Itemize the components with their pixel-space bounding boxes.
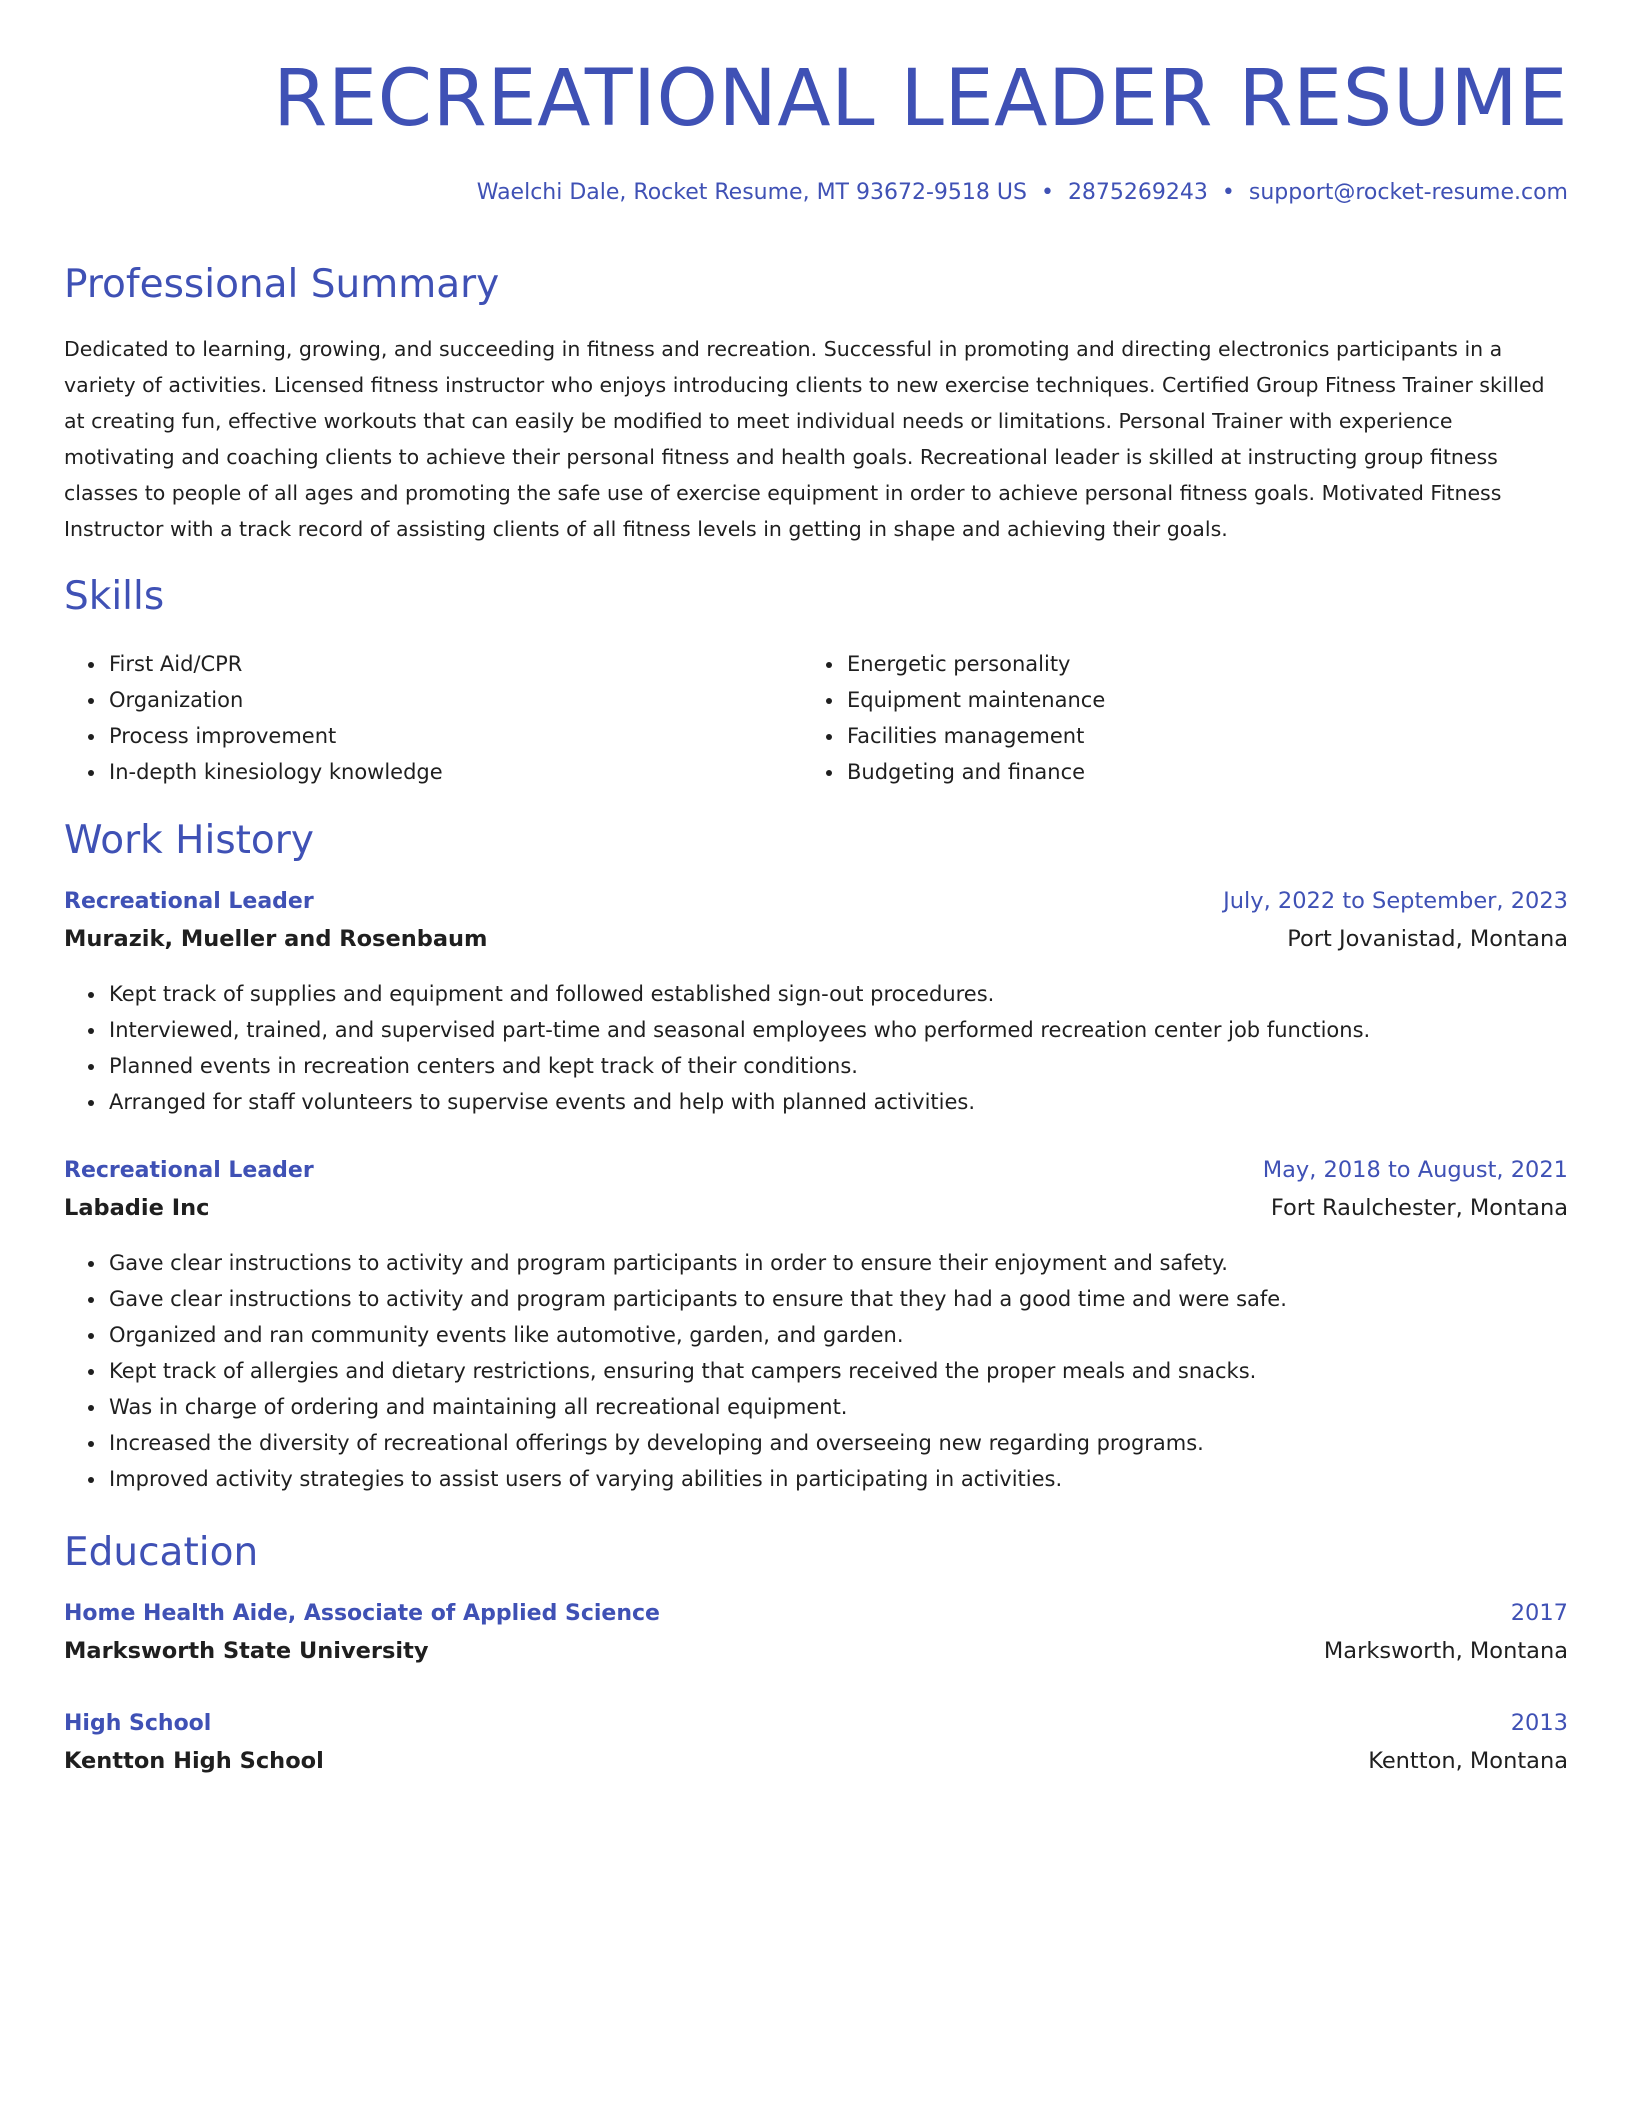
contact-phone: 2875269243 <box>1067 180 1208 205</box>
skills-column-right <box>802 646 1540 790</box>
education-school: Marksworth State University <box>64 1638 429 1664</box>
job-bullet: • Kept track of supplies and equipment and followed established sign-out procedures. <box>107 976 1568 1012</box>
section-heading-work-history: Work History <box>64 818 314 863</box>
job-bullet: • Gave clear instructions to activity and program participants to ensure that they had a good time and were safe. <box>107 1281 1568 1317</box>
skills-list <box>64 646 1568 790</box>
education-location: Marksworth, Montana <box>1323 1638 1568 1664</box>
summary-text: Dedicated to learning, growing, and succeeding in fitness and recreation. Successful in promoting and directing electronics participants in a variety of activities. Licensed fitness instructor who enjoys introducing clients to new exercise techniques. Certified Group Fitness Trainer skilled at creating fun, effective workouts that can easily be modified to meet individual needs or limitations. Personal Trainer with experience motivating and coaching clients to achieve their personal fitness and health goals. Recreational leader is skilled at instructing group fitness classes to people of all ages and promoting the safe use of exercise equipment in order to achieve personal fitness goals. Motivated Fitness Instructor with a track record of assisting clients of all fitness levels in getting in shape and achieving their goals. <box>64 337 1545 541</box>
job-company: Labadie Inc <box>64 1195 210 1221</box>
contact-email[interactable]: support@rocket-resume.com <box>1248 180 1568 205</box>
job-bullet: • Planned events in recreation centers and kept track of their conditions. <box>107 1048 1568 1084</box>
job-bullet: • Organized and ran community events like automotive, garden, and garden. <box>107 1317 1568 1353</box>
job-bullet: • Improved activity strategies to assist users of varying abilities in participating in activities. <box>107 1461 1568 1497</box>
skills-column-left <box>64 646 802 790</box>
education-location: Kentton, Montana <box>1368 1748 1568 1774</box>
job-title: Recreational Leader <box>64 1158 314 1183</box>
education-entry <box>64 1600 1568 1676</box>
job-bullet: • Was in charge of ordering and maintaining all recreational equipment. <box>107 1389 1568 1425</box>
job-title: Recreational Leader <box>64 889 314 914</box>
skill-item: • Equipment maintenance <box>845 682 1540 718</box>
job-dates: July, 2022 to September, 2023 <box>1223 888 1568 914</box>
job-location: Fort Raulchester, Montana <box>1270 1195 1568 1221</box>
resume-title: RECREATIONAL LEADER RESUME <box>273 54 1568 144</box>
skill-item: • Organization <box>107 682 802 718</box>
skill-item: • Process improvement <box>107 718 802 754</box>
job-bullet: • Increased the diversity of recreational offerings by developing and overseeing new regarding programs. <box>107 1425 1568 1461</box>
contact-address: Waelchi Dale, Rocket Resume, MT 93672-9518 US <box>476 180 1027 205</box>
job-bullet: • Arranged for staff volunteers to supervise events and help with planned activities. <box>107 1084 1568 1120</box>
education-school: Kentton High School <box>64 1748 324 1774</box>
skill-item: • First Aid/CPR <box>107 646 802 682</box>
section-heading-education: Education <box>64 1530 259 1575</box>
contact-separator: • <box>1040 180 1054 205</box>
education-degree: High School <box>64 1711 212 1736</box>
job-bullet: • Interviewed, trained, and supervised part-time and seasonal employees who performed recreation center job functions. <box>107 1012 1568 1048</box>
job-bullet: • Gave clear instructions to activity and program participants in order to ensure their enjoyment and safety. <box>107 1245 1568 1281</box>
education-year: 2017 <box>1510 1600 1568 1626</box>
job-dates: May, 2018 to August, 2021 <box>1262 1157 1568 1183</box>
section-heading-summary: Professional Summary <box>64 262 500 307</box>
job-bullets <box>64 976 1568 1120</box>
education-degree: Home Health Aide, Associate of Applied Science <box>64 1601 660 1626</box>
skill-item: • Facilities management <box>845 718 1540 754</box>
contact-separator: • <box>1221 180 1235 205</box>
job-location: Port Jovanistad, Montana <box>1287 926 1568 952</box>
section-heading-skills: Skills <box>64 574 165 619</box>
job-entry <box>64 1157 1568 1497</box>
contact-line <box>477 180 1568 205</box>
job-entry <box>64 888 1568 1120</box>
job-company: Murazik, Mueller and Rosenbaum <box>64 926 488 952</box>
job-bullet: • Kept track of allergies and dietary restrictions, ensuring that campers received the proper meals and snacks. <box>107 1353 1568 1389</box>
education-year: 2013 <box>1510 1710 1568 1736</box>
job-bullets <box>64 1245 1568 1497</box>
education-entry <box>64 1710 1568 1786</box>
skill-item: • Energetic personality <box>845 646 1540 682</box>
skill-item: • Budgeting and finance <box>845 754 1540 790</box>
skill-item: • In-depth kinesiology knowledge <box>107 754 802 790</box>
